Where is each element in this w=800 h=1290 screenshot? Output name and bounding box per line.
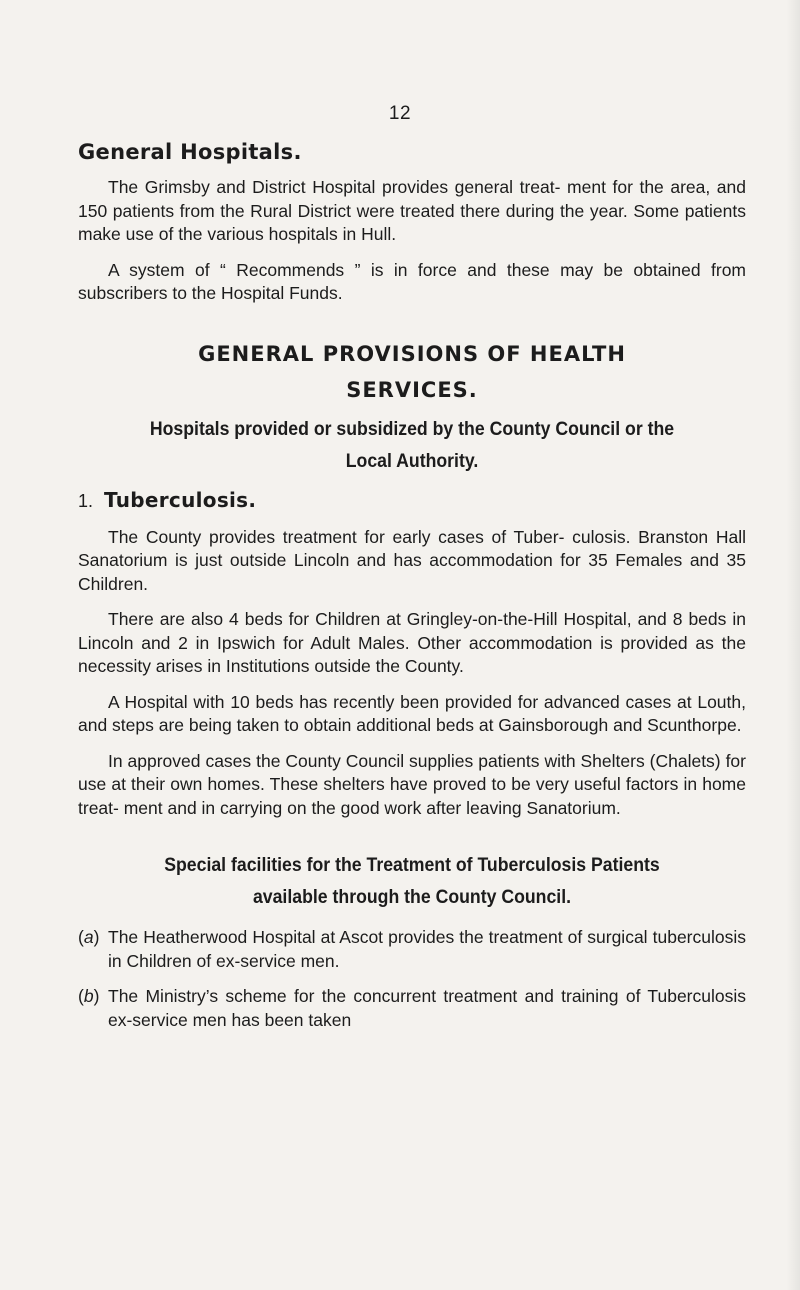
list-item-text: The Ministry’s scheme for the concurrent treatment and training of Tuberculosis ex-service men has been taken — [108, 986, 746, 1030]
general-provisions-heading-line-2: SERVICES. — [346, 377, 478, 402]
list-item-text: The Heatherwood Hospital at Ascot provides the treatment of surgical tuberculosis in Children of ex-service men. — [108, 927, 746, 971]
tuberculosis-heading — [78, 488, 746, 512]
special-facilities-heading-line-2: available through the County Council. — [252, 887, 572, 908]
general-hospitals-heading: General Hospitals. — [78, 140, 302, 164]
tuberculosis-paragraph-4: In approved cases the County Council supplies patients with Shelters (Chalets) for use at their own homes. These shelters have proved to be very useful factors in home treat- ment and in carrying on the good work after leaving Sanatorium. — [78, 750, 746, 818]
special-facilities-heading-line-1: Special facilities for the Treatment of Tuberculosis Patients — [164, 855, 660, 876]
tuberculosis-title: Tuberculosis. — [104, 487, 257, 512]
list-marker: (a) — [78, 927, 100, 947]
special-facilities-item-a — [78, 926, 746, 973]
general-hospitals-paragraph-1: The Grimsby and District Hospital provides general treat- ment for the area, and 150 patients from the Rural District were treated there during the year. Some patients make use of the various hospitals in Hull. — [78, 177, 746, 244]
page-content — [78, 140, 746, 1032]
page-number: 12 — [388, 103, 412, 124]
list-marker: (b) — [78, 986, 100, 1006]
general-hospitals-paragraph-2: A system of “ Recommends ” is in force and these may be obtained from subscribers to the Hospital Funds. — [78, 259, 746, 303]
tuberculosis-paragraph-2: There are also 4 beds for Children at Gringley-on-the-Hill Hospital, and 8 beds in Lincoln and 2 in Ipswich for Adult Males. Other accommodation is provided as the necessity arises in Institutions outside the County. — [78, 609, 746, 676]
general-provisions-heading-line-1: GENERAL PROVISIONS OF HEALTH — [198, 341, 626, 366]
tuberculosis-number: 1. — [78, 490, 94, 511]
special-facilities-item-b — [78, 985, 746, 1032]
tuberculosis-paragraph-3: A Hospital with 10 beds has recently been provided for advanced cases at Louth, and steps are being taken to obtain additional beds at Gainsborough and Scunthorpe. — [78, 691, 746, 735]
page-edge-shadow — [786, 0, 800, 1290]
hospitals-subheading-line-1: Hospitals provided or subsidized by the County Council or the — [149, 418, 675, 440]
hospitals-subheading-line-2: Local Authority. — [345, 450, 479, 472]
tuberculosis-paragraph-1: The County provides treatment for early cases of Tuber- culosis. Branston Hall Sanatorium is just outside Lincoln and has accommodation for 35 Females and 35 Children. — [78, 526, 746, 594]
